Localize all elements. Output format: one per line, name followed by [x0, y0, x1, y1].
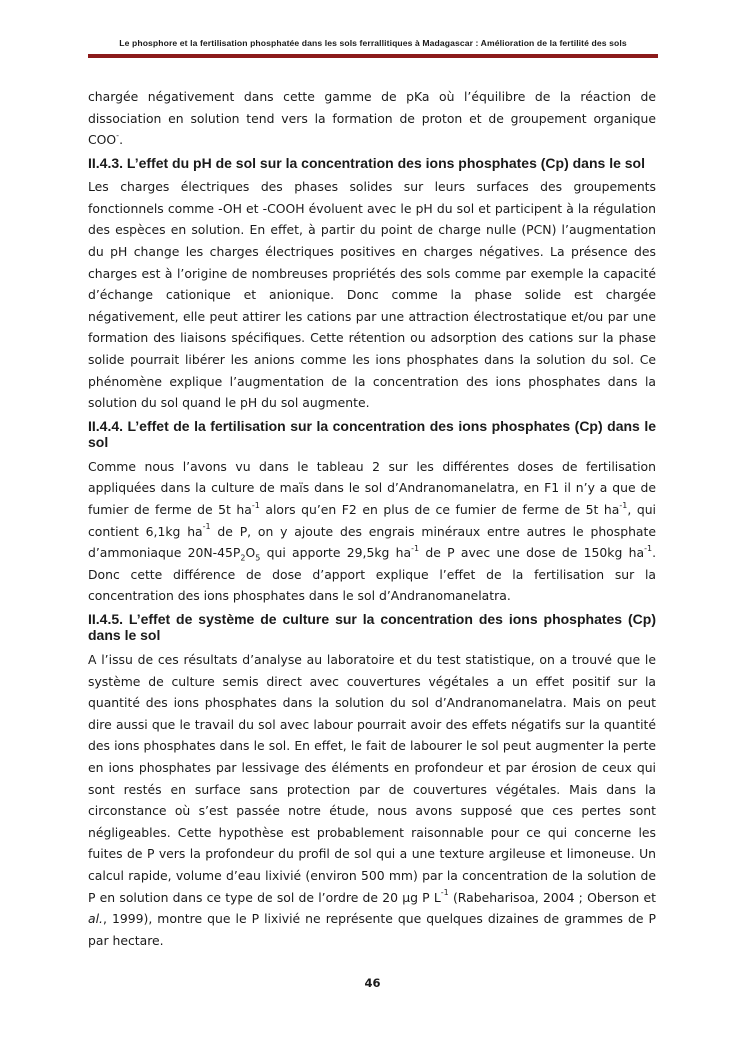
text-run: de P avec une dose de 150kg ha — [419, 545, 645, 561]
superscript: -1 — [440, 888, 449, 898]
header-rule — [88, 54, 658, 58]
text-run: , qui contient 6,1kg ha — [88, 502, 656, 539]
text-run: alors qu’en F2 en plus de ce fumier de ferme de 5t ha — [259, 502, 620, 517]
superscript: -1 — [619, 500, 628, 510]
text-run: A l’issu de ces résultats d’analyse au laboratoire et du test statistique, on a trouvé que le système de culture semis direct avec couvertures végétales a un effet positif sur la quantité des ions phosphates dans la solution du sol d’Andranomanelatra. Mais on peut dire aussi que le travail du sol avec labour pourrait avoir des effets négatifs sur la quantité des ions phosphates dans le sol. En effet, le fait de labourer le sol peut augmenter la perte en ions phosphates par lessivage des éléments en profondeur et par érosion de ceux qui sont restés en surface sans protection par de couvertures végétales. Mais dans la circonstance où s’est passée notre étude, nous avons supposé que ces pertes sont négligeables. Cette hypothèse est probablement raisonnable pour ce qui concerne les fuites de P vers la profondeur du profil de sol qui a une texture argileuse et limoneuse. Un calcul rapide, volume d’eau lixivié (environ 500 mm) par la concentration de la solution de P en solution dans ce type de sol de l’ordre de 20 µg P L — [88, 651, 656, 905]
section-paragraph-443: Les charges électriques des phases solides sur leurs surfaces des groupements fonctionnels comme -OH et -COOH évoluent avec le pH du sol et participent à la régulation des espèces en solution. En effet, à partir du point de charge nulle (PCN) l’augmentation du pH change les charges électriques positives en charges négatives. La présence des charges est à l’origine de nombreuses propriétés des sols comme par exemple la capacité d’échange cationique et anionique. Donc comme la phase solide est chargée négativement, elle peut attirer les cations par une attraction électrostatique et/ou par une formation des liaisons spécifiques. Cette rétention ou adsorption des cations sur la phase solide pourrait libérer les anions comme les ions phosphates dans la solution du sol. Ce phénomène explique l’augmentation de la concentration des ions phosphates dans la solution du sol quand le pH du sol augmente. — [88, 179, 656, 411]
superscript: -1 — [411, 544, 420, 554]
section-heading-445: II.4.5. L’effet de système de culture sur la concentration des ions phosphates (Cp) dans le sol — [88, 610, 656, 644]
text-run: , 1999), montre que le P lixivié ne représente que quelques dizaines de grammes de P par hectare. — [88, 911, 656, 948]
intro-text-end: . — [119, 132, 124, 148]
superscript: -1 — [644, 544, 653, 554]
text-run: O — [245, 545, 256, 561]
text-run: Comme nous l’avons vu dans le tableau 2 sur les différentes doses de fertilisation appliquées dans la culture de maïs dans le sol d’Andranomanelatra, en F1 il n’y a que de fumier de ferme de 5t ha — [88, 458, 656, 517]
intro-paragraph — [88, 86, 656, 151]
text-run: (Rabeharisoa, 2004 ; Oberson et — [448, 889, 656, 905]
superscript: - — [116, 131, 120, 141]
page-number: 46 — [364, 976, 381, 990]
page-content — [88, 86, 656, 951]
text-run: qui apporte 29,5kg ha — [260, 545, 412, 561]
subscript: 2 — [240, 553, 246, 563]
intro-text: chargée négativement dans cette gamme de pKa où l’équilibre de la réaction de dissociation en solution tend vers la formation de proton et de groupement organique COO — [88, 89, 656, 148]
superscript: -1 — [251, 500, 260, 510]
superscript: -1 — [202, 522, 211, 532]
section-paragraph-444 — [88, 456, 656, 607]
section-heading-443: II.4.3. L’effet du pH de sol sur la concentration des ions phosphates (Cp) dans le sol — [88, 154, 645, 171]
section-paragraph-445 — [88, 649, 656, 951]
subscript: 5 — [255, 553, 261, 563]
section-heading-444: II.4.4. L’effet de la fertilisation sur la concentration des ions phosphates (Cp) dans le sol — [88, 417, 656, 451]
text-run: de P, on y ajoute des engrais minéraux entre autres le phosphate d’ammoniaque 20N-45P — [88, 523, 657, 561]
italic-text: al. — [88, 911, 103, 927]
running-header: Le phosphore et la fertilisation phosphatée dans les sols ferrallitiques à Madagascar : Amélioration de la fertilité des sols — [119, 38, 627, 48]
text-run: . Donc cette différence de dose d’apport explique l’effet de la fertilisation sur la concentration des ions phosphates dans le sol d’Andranomanelatra. — [88, 545, 657, 604]
